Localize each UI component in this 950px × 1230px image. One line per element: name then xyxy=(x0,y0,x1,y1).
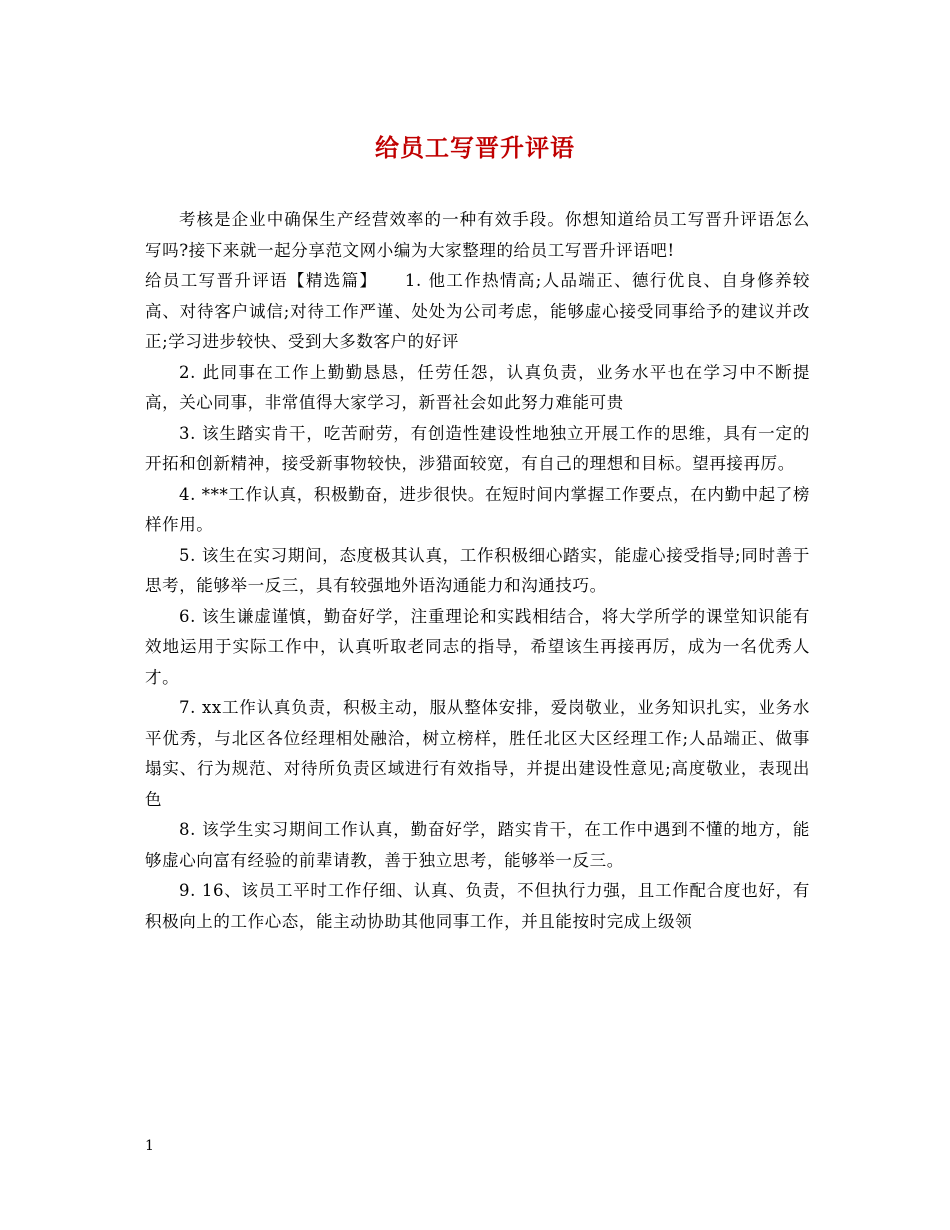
list-item: 6. 该生谦虚谨慎，勤奋好学，注重理论和实践相结合，将大学所学的课堂知识能有效地运用于实际工作中，认真听取老同志的指导，希望该生再接再厉，成为一名优秀人才。 xyxy=(145,606,810,687)
page-number: 1 xyxy=(145,1138,154,1154)
list-item: 9. 16、该员工平时工作仔细、认真、负责，不但执行力强，且工作配合度也好，有积极向上的工作心态，能主动协助其他同事工作，并且能按时完成上级领 xyxy=(145,881,810,931)
document-body xyxy=(145,205,810,937)
list-item: 8. 该学生实习期间工作认真，勤奋好学，踏实肯干，在工作中遇到不懂的地方，能够虚心向富有经验的前辈请教，善于独立思考，能够举一反三。 xyxy=(145,820,810,870)
intro-paragraph: 考核是企业中确保生产经营效率的一种有效手段。你想知道给员工写晋升评语怎么写吗?接下来就一起分享范文网小编为大家整理的给员工写晋升评语吧! xyxy=(145,210,810,260)
list-item: 2. 此同事在工作上勤勤恳恳，任劳任怨，认真负责，业务水平也在学习中不断提高，关心同事，非常值得大家学习，新晋社会如此努力难能可贵 xyxy=(145,362,810,412)
list-item: 4. ***工作认真，积极勤奋，进步很快。在短时间内掌握工作要点，在内勤中起了榜样作用。 xyxy=(145,484,810,534)
section-heading-paragraph: 给员工写晋升评语【精选篇】 1. 他工作热情高;人品端正、德行优良、自身修养较高、对待客户诚信;对待工作严谨、处处为公司考虑，能够虚心接受同事给予的建议并改正;学习进步较快、受到大多数客户的好评 xyxy=(145,271,810,351)
document-title: 给员工写晋升评语 xyxy=(375,133,575,162)
list-item: 5. 该生在实习期间，态度极其认真，工作积极细心踏实，能虚心接受指导;同时善于思考，能够举一反三，具有较强地外语沟通能力和沟通技巧。 xyxy=(145,545,810,595)
list-item: 7. xx工作认真负责，积极主动，服从整体安排，爱岗敬业，业务知识扎实，业务水平优秀，与北区各位经理相处融洽，树立榜样，胜任北区大区经理工作;人品端正、做事塌实、行为规范、对待所负责区域进行有效指导，并提出建设性意见;高度敬业，表现出色 xyxy=(145,698,810,809)
list-item: 3. 该生踏实肯干，吃苦耐劳，有创造性建设性地独立开展工作的思维，具有一定的开拓和创新精神，接受新事物较快，涉猎面较宽，有自己的理想和目标。望再接再厉。 xyxy=(145,423,810,473)
